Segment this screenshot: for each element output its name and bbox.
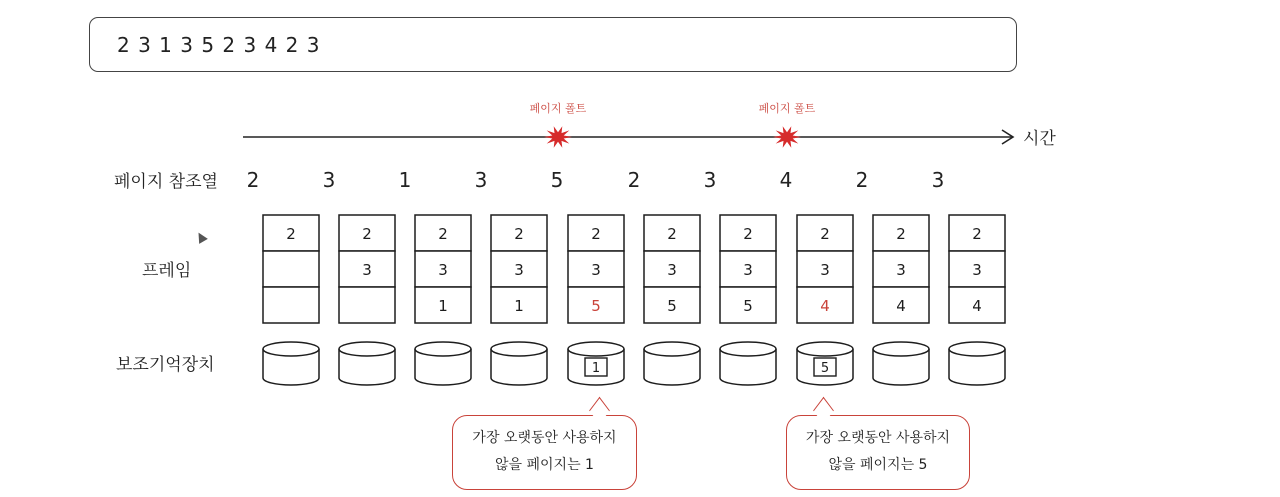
frame-column: [644, 215, 700, 323]
reference-sequence-text: 2 3 1 3 5 2 3 4 2 3: [117, 32, 321, 57]
storage-disk-icon: [949, 342, 1005, 385]
frame-value: 4: [820, 297, 830, 315]
reference-value: 3: [703, 168, 717, 192]
storage-row-label: 보조기억장치: [116, 355, 215, 375]
frame-value: 2: [286, 225, 296, 243]
reference-value: 3: [931, 168, 945, 192]
storage-disk-icon: [644, 342, 700, 385]
reference-value: 3: [474, 168, 488, 192]
frame-value: 5: [667, 297, 677, 315]
frame-column: [491, 215, 547, 323]
reference-value: 2: [855, 168, 869, 192]
frame-value: 3: [972, 261, 982, 279]
frame-column: [720, 215, 776, 323]
storage-disk-icon: [873, 342, 929, 385]
timeline-label: 시간: [1023, 129, 1056, 149]
callout-bubble-2: [786, 415, 970, 490]
storage-disk-icon: [415, 342, 471, 385]
frame-column: [339, 215, 395, 323]
page-fault-label: 페이지 폴트: [529, 102, 587, 115]
reference-value: 2: [246, 168, 260, 192]
frame-value: 2: [514, 225, 524, 243]
page-fault-burst-icon: [773, 126, 801, 147]
page-fault-label: 페이지 폴트: [758, 102, 816, 115]
frame-value: 3: [514, 261, 524, 279]
evicted-page-value: 5: [820, 361, 830, 376]
reference-value: 4: [779, 168, 793, 192]
frame-value: 5: [743, 297, 753, 315]
frame-value: 2: [591, 225, 601, 243]
frame-value: 3: [896, 261, 906, 279]
frame-value: 3: [667, 261, 677, 279]
reference-value: 3: [322, 168, 336, 192]
frame-value: 3: [743, 261, 753, 279]
storage-disk-icon: [339, 342, 395, 385]
frame-value: 3: [362, 261, 372, 279]
frame-value: 1: [514, 297, 524, 315]
frame-value: 4: [972, 297, 982, 315]
frame-value: 3: [591, 261, 601, 279]
frames-row-label: 프레임: [142, 261, 192, 281]
frame-value: 2: [820, 225, 830, 243]
frame-value: 2: [743, 225, 753, 243]
callout-1-line-1: 가장 오랫동안 사용하지: [472, 430, 617, 446]
reference-value: 5: [550, 168, 564, 192]
page-fault-burst-icon: [544, 126, 572, 147]
frame-cell: [339, 287, 395, 323]
storage-disk-icon: [491, 342, 547, 385]
frame-value: 2: [438, 225, 448, 243]
callout-2-line-1: 가장 오랫동안 사용하지: [805, 430, 951, 446]
frame-value: 2: [972, 225, 982, 243]
frame-column: [415, 215, 471, 323]
storage-disk-icon: [568, 342, 624, 385]
frame-value: 4: [896, 297, 906, 315]
frame-column: [568, 215, 624, 323]
reference-value: 2: [627, 168, 641, 192]
frame-cell: [263, 251, 319, 287]
frame-value: 3: [438, 261, 448, 279]
frame-value: 2: [362, 225, 372, 243]
callout-bubble-1: [452, 415, 637, 490]
frame-value: 1: [438, 297, 448, 315]
frame-value: 2: [667, 225, 677, 243]
reference-value: 1: [398, 168, 412, 192]
frame-value: 2: [896, 225, 906, 243]
evicted-page-value: 1: [591, 361, 601, 376]
storage-disk-icon: [720, 342, 776, 385]
callout-1-line-2: 않을 페이지는 1: [495, 457, 594, 473]
frame-column: [263, 215, 319, 323]
frame-column: [797, 215, 853, 323]
frame-column: [873, 215, 929, 323]
storage-disk-icon: [263, 342, 319, 385]
frame-column: [949, 215, 1005, 323]
frame-value: 3: [820, 261, 830, 279]
frame-cell: [263, 287, 319, 323]
callout-2-line-2: 않을 페이지는 5: [828, 457, 928, 473]
reference-row-label: 페이지 참조열: [114, 172, 218, 192]
storage-disk-icon: [797, 342, 853, 385]
frame-value: 5: [591, 297, 601, 315]
